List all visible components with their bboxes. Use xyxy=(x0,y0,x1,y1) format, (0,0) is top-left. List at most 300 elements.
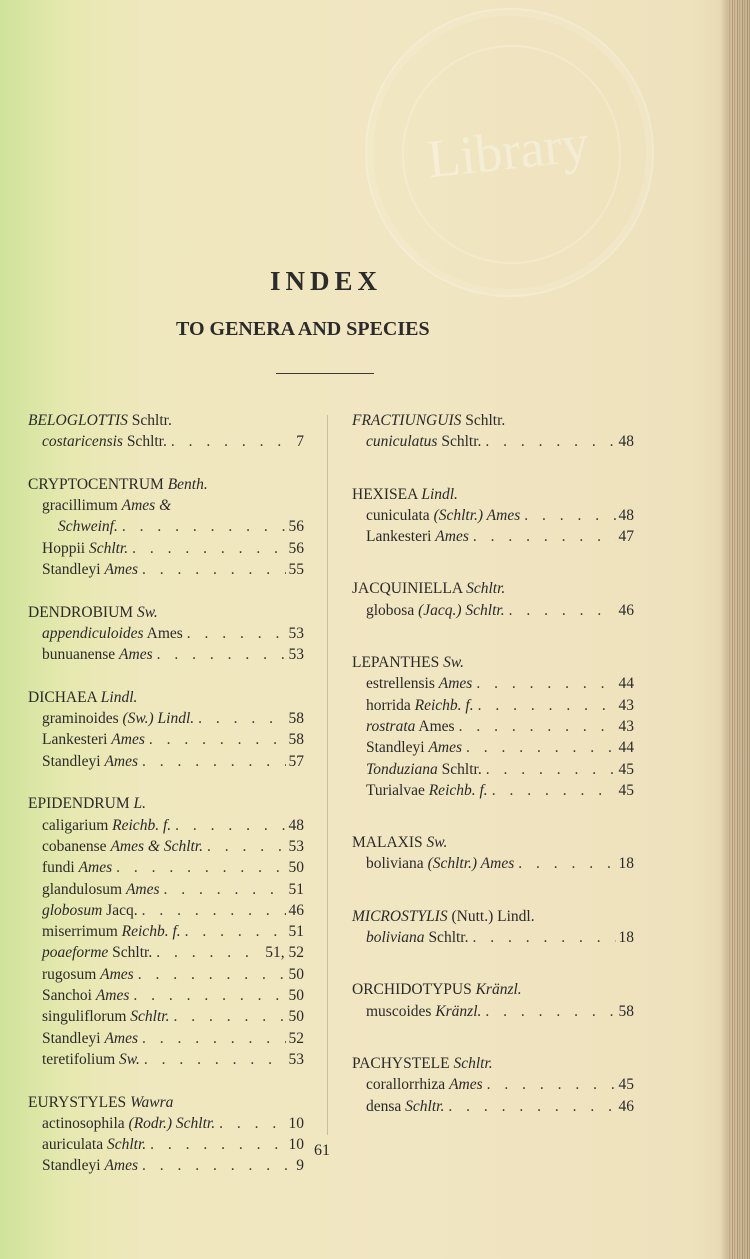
group-spacer xyxy=(28,580,304,601)
leader-dots xyxy=(152,942,262,963)
group-spacer xyxy=(28,453,304,474)
page-ref: 50 xyxy=(288,987,304,1005)
species-text xyxy=(366,927,468,948)
genus-author: Schltr. xyxy=(465,412,506,429)
species-author: Ames xyxy=(104,1029,139,1047)
leader-dots xyxy=(134,964,286,985)
leader-dots xyxy=(505,600,616,621)
species-entry xyxy=(28,815,304,836)
species-author: Ames xyxy=(104,561,139,579)
species-name: Standleyi xyxy=(366,739,425,757)
species-text xyxy=(42,921,181,942)
leader-dots xyxy=(520,505,615,526)
species-text xyxy=(42,1155,138,1176)
group-spacer xyxy=(352,875,634,906)
species-author: Ames xyxy=(119,646,153,664)
page-ref: 53 xyxy=(288,646,304,664)
leader-dots xyxy=(194,708,285,729)
species-text xyxy=(42,1006,169,1027)
group-spacer xyxy=(352,547,634,578)
leader-dots xyxy=(462,737,615,758)
leader-dots xyxy=(138,1155,293,1176)
species-author: Ames xyxy=(435,528,469,546)
species-text xyxy=(366,600,505,621)
species-text xyxy=(42,964,134,985)
genus-name: BELOGLOTTIS xyxy=(28,412,128,429)
species-author: (Rodr.) Schltr. xyxy=(128,1114,216,1132)
species-author: Ames xyxy=(438,675,473,693)
genus-name: EPIDENDRUM xyxy=(28,795,130,813)
species-text xyxy=(42,1028,138,1049)
species-entry xyxy=(28,964,304,985)
species-author-cont: Schweinf. xyxy=(58,518,118,536)
genus-name: ORCHIDOTYPUS xyxy=(352,981,472,999)
leader-dots xyxy=(444,1096,615,1117)
leader-dots xyxy=(138,1028,285,1049)
page-ref: 51 xyxy=(288,923,304,941)
leader-dots xyxy=(468,927,615,948)
species-entry xyxy=(352,1001,634,1022)
genus-author: Schltr. xyxy=(453,1054,493,1072)
species-text xyxy=(366,1074,483,1095)
species-author: Sw. xyxy=(119,1050,140,1068)
group-spacer xyxy=(352,1022,634,1053)
title-rule xyxy=(276,373,374,374)
library-embossed-seal xyxy=(365,8,654,297)
page-ref: 53 xyxy=(288,1050,304,1068)
genus-line xyxy=(352,979,634,1000)
species-entry xyxy=(352,780,634,801)
species-author: (Schltr.) Ames xyxy=(427,855,515,873)
genus-author: Wawra xyxy=(130,1093,174,1111)
species-entry xyxy=(352,431,634,452)
leader-dots xyxy=(167,431,293,452)
genus-author: Lindl. xyxy=(100,688,138,706)
genus-name: EURYSTYLES xyxy=(28,1093,127,1111)
species-name: cobanense xyxy=(42,837,107,855)
species-author: Ames xyxy=(125,880,160,898)
genus-group xyxy=(28,410,304,453)
genus-group xyxy=(352,484,634,548)
page-ref: 48 xyxy=(618,433,634,451)
leader-dots xyxy=(138,751,285,772)
leader-dots xyxy=(153,644,286,665)
species-text xyxy=(42,900,138,921)
species-text xyxy=(366,695,474,716)
genus-name: PACHYSTELE xyxy=(352,1054,450,1072)
species-author: Ames xyxy=(104,752,139,770)
species-author: Schltr. xyxy=(112,944,153,962)
species-name: teretifolium xyxy=(42,1050,116,1068)
genus-group xyxy=(352,410,634,453)
species-author: Ames xyxy=(95,987,130,1005)
page-ref: 58 xyxy=(618,1002,634,1020)
species-author: Ames xyxy=(428,739,463,757)
genus-line xyxy=(352,652,634,673)
species-entry xyxy=(28,985,304,1006)
genus-line xyxy=(28,1092,304,1113)
genus-line xyxy=(28,602,304,623)
page-ref: 18 xyxy=(618,929,634,947)
leader-dots xyxy=(160,879,286,900)
genus-group xyxy=(352,1053,634,1117)
genus-name: HEXISEA xyxy=(352,485,418,503)
species-text xyxy=(42,857,112,878)
genus-line xyxy=(352,832,634,853)
species-author: Reichb. f. xyxy=(112,816,172,834)
species-text xyxy=(42,559,138,580)
group-spacer xyxy=(28,772,304,793)
species-author: Reichb. f. xyxy=(121,923,181,941)
leader-dots xyxy=(118,516,286,537)
species-text xyxy=(42,729,145,750)
species-entry xyxy=(28,1049,304,1070)
species-entry xyxy=(28,921,304,942)
genus-group xyxy=(352,906,634,949)
species-name: estrellensis xyxy=(366,675,435,693)
page-ref: 50 xyxy=(288,859,304,877)
species-text xyxy=(42,708,194,729)
page-ref: 7 xyxy=(296,433,304,451)
genus-name: LEPANTHES xyxy=(352,654,440,672)
species-entry xyxy=(28,751,304,772)
species-entry xyxy=(28,879,304,900)
species-name: Lankesteri xyxy=(366,528,432,546)
species-name: Standleyi xyxy=(42,561,101,579)
genus-line xyxy=(352,906,634,927)
species-author: Ames xyxy=(146,624,183,642)
page-ref: 52 xyxy=(288,1029,304,1047)
species-author: Reichb. f. xyxy=(428,781,488,799)
genus-line xyxy=(352,484,634,505)
species-entry xyxy=(352,600,634,621)
species-entry xyxy=(28,1134,304,1155)
genus-line xyxy=(352,1053,634,1074)
genus-name: DENDROBIUM xyxy=(28,603,134,621)
species-entry-continued xyxy=(28,516,304,537)
page-ref: 10 xyxy=(288,1114,304,1132)
genus-line xyxy=(352,410,634,431)
genus-author: L. xyxy=(133,795,146,813)
species-author: Kränzl. xyxy=(435,1002,482,1020)
species-entry xyxy=(28,1155,304,1176)
species-author: Schltr. xyxy=(106,1136,147,1154)
page-ref: 43 xyxy=(618,696,634,714)
species-name: actinosophila xyxy=(42,1114,125,1132)
species-text xyxy=(42,431,167,452)
genus-name: MICROSTYLIS xyxy=(352,907,448,925)
leader-dots xyxy=(482,759,616,780)
species-author: Ames & xyxy=(121,497,172,515)
page-ref: 53 xyxy=(288,624,304,642)
page-ref: 44 xyxy=(618,675,634,693)
group-spacer xyxy=(352,621,634,652)
genus-author: Schltr. xyxy=(466,580,506,598)
genus-author: Benth. xyxy=(167,475,208,493)
genus-group xyxy=(352,832,634,875)
genus-group xyxy=(28,687,304,772)
group-spacer xyxy=(352,801,634,832)
species-text xyxy=(42,751,138,772)
species-text xyxy=(42,836,203,857)
species-name: Hoppii xyxy=(42,539,86,557)
leader-dots xyxy=(203,836,286,857)
genus-group xyxy=(28,1092,304,1177)
species-author: Schltr. xyxy=(441,760,482,778)
species-entry xyxy=(28,942,304,963)
genus-name: JACQUINIELLA xyxy=(352,580,463,598)
page-ref: 51, 52 xyxy=(265,944,304,962)
species-text xyxy=(366,1096,444,1117)
species-author: Jacq. xyxy=(106,901,138,919)
species-entry xyxy=(352,716,634,737)
species-name: Standleyi xyxy=(42,1029,101,1047)
leader-dots xyxy=(181,921,286,942)
species-text xyxy=(42,942,152,963)
species-entry xyxy=(28,495,304,516)
species-author: Schltr. xyxy=(130,1008,170,1026)
index-title: INDEX xyxy=(270,266,383,296)
leader-dots xyxy=(138,900,286,921)
species-name: poaeforme xyxy=(42,944,109,962)
species-name: graminoides xyxy=(42,710,119,728)
species-name: globosa xyxy=(366,601,415,619)
leader-dots xyxy=(469,526,616,547)
species-name: appendiculoides xyxy=(42,624,144,642)
species-entry xyxy=(28,1006,304,1027)
group-spacer xyxy=(28,666,304,687)
species-entry xyxy=(28,729,304,750)
page-ref: 48 xyxy=(288,816,304,834)
page-ref: 50 xyxy=(288,965,304,983)
species-name: globosum xyxy=(42,901,103,919)
leader-dots xyxy=(455,716,616,737)
leader-dots xyxy=(483,1074,616,1095)
species-entry xyxy=(352,927,634,948)
species-name: rostrata xyxy=(366,717,416,735)
species-author: (Jacq.) Schltr. xyxy=(418,601,505,619)
genus-group xyxy=(28,474,304,580)
species-author: Ames xyxy=(78,859,113,877)
group-spacer xyxy=(28,1070,304,1091)
species-name: Standleyi xyxy=(42,1157,101,1175)
genus-author: Kränzl. xyxy=(475,981,522,999)
left-column xyxy=(28,410,304,1177)
leader-dots xyxy=(472,673,615,694)
page-ref: 45 xyxy=(618,1076,634,1094)
leader-dots xyxy=(146,1134,285,1155)
species-author: Ames xyxy=(449,1076,483,1094)
species-name: Turialvae xyxy=(366,781,425,799)
species-author: Schltr. xyxy=(405,1097,445,1115)
species-text xyxy=(366,1001,481,1022)
species-name: muscoides xyxy=(366,1002,432,1020)
species-entry xyxy=(28,1028,304,1049)
genus-line xyxy=(28,474,304,495)
group-spacer xyxy=(352,453,634,484)
species-name: bunuanense xyxy=(42,646,116,664)
genus-name: MALAXIS xyxy=(352,834,423,852)
species-author: Ames xyxy=(104,1157,139,1175)
species-entry xyxy=(28,538,304,559)
genus-author: (Nutt.) Lindl. xyxy=(451,907,535,925)
index-subtitle: TO GENERA AND SPECIES xyxy=(176,318,430,340)
species-text xyxy=(42,623,183,644)
species-entry xyxy=(352,673,634,694)
species-name: cuniculata xyxy=(366,506,430,524)
species-name: glandulosum xyxy=(42,880,123,898)
genus-author: Sw. xyxy=(443,654,464,672)
species-text xyxy=(366,780,488,801)
species-text xyxy=(366,737,462,758)
species-text xyxy=(366,673,472,694)
species-text xyxy=(366,431,481,452)
species-author: Schltr. xyxy=(428,929,469,947)
species-author: Schltr. xyxy=(88,539,129,557)
leader-dots xyxy=(171,815,285,836)
species-entry xyxy=(28,431,304,452)
page-ref: 45 xyxy=(618,760,634,778)
page-ref: 43 xyxy=(618,717,634,735)
species-text xyxy=(366,759,482,780)
page-ref: 55 xyxy=(288,561,304,579)
leader-dots xyxy=(112,857,285,878)
species-entry xyxy=(28,857,304,878)
genus-group xyxy=(28,793,304,1070)
page-ref: 56 xyxy=(288,518,304,536)
species-name: Lankesteri xyxy=(42,731,108,749)
genus-name: FRACTIUNGUIS xyxy=(352,412,462,429)
species-entry xyxy=(352,759,634,780)
genus-line xyxy=(28,793,304,814)
species-text xyxy=(42,644,153,665)
leader-dots xyxy=(169,1006,285,1027)
species-author: (Sw.) Lindl. xyxy=(122,710,195,728)
species-name: Tonduziana xyxy=(366,760,438,778)
genus-line xyxy=(28,687,304,708)
leader-dots xyxy=(183,623,286,644)
page-ref: 47 xyxy=(618,528,634,546)
leader-dots xyxy=(481,431,615,452)
species-author: Ames & Schltr. xyxy=(110,837,203,855)
species-name: caligarium xyxy=(42,816,109,834)
page-number: 61 xyxy=(314,1142,330,1159)
page-ref: 58 xyxy=(288,731,304,749)
species-text xyxy=(42,1113,215,1134)
leader-dots xyxy=(128,538,285,559)
species-text xyxy=(42,815,171,836)
species-text xyxy=(366,716,455,737)
species-author: (Schltr.) Ames xyxy=(433,506,521,524)
leader-dots xyxy=(514,853,615,874)
genus-group xyxy=(28,602,304,666)
leader-dots xyxy=(474,695,616,716)
page-ref: 18 xyxy=(618,855,634,873)
species-name: fundi xyxy=(42,859,75,877)
species-name: Standleyi xyxy=(42,752,101,770)
species-name: densa xyxy=(366,1097,402,1115)
page-ref: 58 xyxy=(288,710,304,728)
page-ref: 53 xyxy=(288,837,304,855)
page-edges xyxy=(728,0,750,1259)
right-column xyxy=(352,410,634,1117)
species-entry xyxy=(28,708,304,729)
species-entry xyxy=(28,644,304,665)
species-name: rugosum xyxy=(42,965,97,983)
species-text xyxy=(42,1049,140,1070)
page-ref: 56 xyxy=(288,539,304,557)
species-entry xyxy=(28,559,304,580)
page-ref: 9 xyxy=(296,1157,304,1175)
species-name: singuliflorum xyxy=(42,1008,127,1026)
page-ref: 44 xyxy=(618,739,634,757)
species-author: Reichb. f. xyxy=(414,696,474,714)
species-entry xyxy=(352,505,634,526)
species-text xyxy=(42,495,171,516)
species-name: miserrimum xyxy=(42,923,118,941)
page-ref: 51 xyxy=(288,880,304,898)
genus-group xyxy=(352,652,634,801)
species-author: Ames xyxy=(418,717,455,735)
leader-dots xyxy=(215,1113,285,1134)
leader-dots xyxy=(481,1001,615,1022)
leader-dots xyxy=(140,1049,286,1070)
genus-author: Sw. xyxy=(426,834,448,852)
species-author: Ames xyxy=(100,965,134,983)
species-text xyxy=(58,516,118,537)
page-ref: 46 xyxy=(618,1097,634,1115)
genus-group xyxy=(352,979,634,1022)
species-text xyxy=(42,985,129,1006)
species-entry xyxy=(28,836,304,857)
species-text xyxy=(366,526,469,547)
page-ref: 57 xyxy=(288,752,304,770)
page-ref: 46 xyxy=(618,601,634,619)
leader-dots xyxy=(129,985,285,1006)
genus-author: Sw. xyxy=(136,603,158,621)
leader-dots xyxy=(138,559,285,580)
column-divider xyxy=(327,415,328,1135)
species-name: costaricensis xyxy=(42,433,123,451)
species-text xyxy=(366,505,520,526)
species-name: gracillimum xyxy=(42,497,118,515)
species-entry xyxy=(352,1074,634,1095)
page-ref: 50 xyxy=(288,1008,304,1026)
species-text xyxy=(42,879,160,900)
page-ref: 46 xyxy=(288,901,304,919)
species-name: corallorrhiza xyxy=(366,1076,446,1094)
seal-word: Library xyxy=(424,112,592,190)
page-ref: 48 xyxy=(618,506,634,524)
species-text xyxy=(42,538,128,559)
species-name: Sanchoi xyxy=(42,987,92,1005)
group-spacer xyxy=(352,948,634,979)
species-name: boliviana xyxy=(366,855,424,873)
species-entry xyxy=(28,1113,304,1134)
leader-dots xyxy=(145,729,286,750)
page-ref: 45 xyxy=(618,781,634,799)
species-author: Schltr. xyxy=(441,433,482,451)
species-entry xyxy=(28,623,304,644)
genus-name: DICHAEA xyxy=(28,688,97,706)
species-entry xyxy=(352,695,634,716)
species-name: cuniculatus xyxy=(366,433,438,451)
species-author: Schltr. xyxy=(126,433,167,451)
page-ref: 10 xyxy=(288,1136,304,1154)
leader-dots xyxy=(488,780,616,801)
genus-name: CRYPTOCENTRUM xyxy=(28,475,164,493)
species-entry xyxy=(28,900,304,921)
